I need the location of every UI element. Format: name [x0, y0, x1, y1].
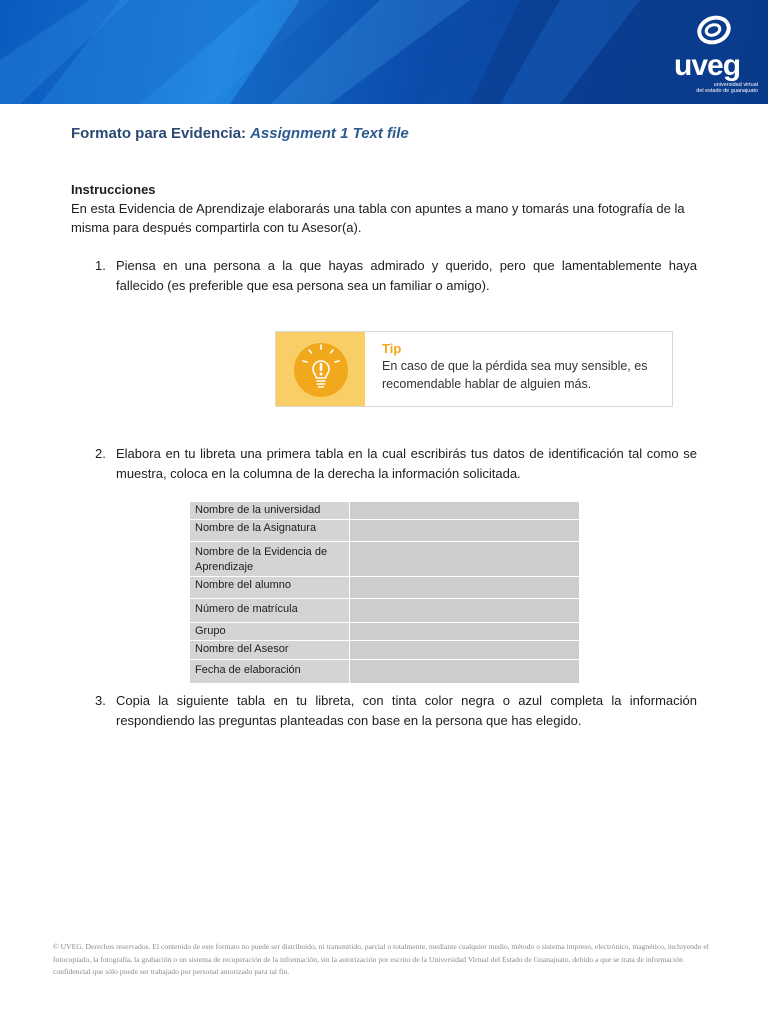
copyright-footer: © UVEG. Derechos reservados. El contenido de este formato no puede ser distribuido, ni transmitido, parcial o totalmente, mediante cualquier medio, método o sistema impreso, electrónico, magnético, incluyendo el fotocopiado, la fotografía, la grabación o un sistema de recuperación de la información, sin la autorización por escrito de la Universidad Virtual del Estado de Guanajuato, debido a que se trata de información confidencial que sólo puede ser trabajado por personal autorizado para tal fin. [53, 942, 709, 976]
page-title [71, 125, 409, 142]
row-label: Fecha de elaboración [190, 660, 350, 684]
row-value [350, 660, 580, 684]
row-label: Nombre de la Evidencia de Aprendizaje [190, 542, 350, 577]
row-value [350, 520, 580, 542]
logo-subline-2: del estado de guanajuato [696, 88, 758, 94]
list-item [95, 691, 697, 730]
title-prefix: Formato para Evidencia: [71, 125, 247, 142]
table-row [190, 577, 580, 599]
table-row [190, 542, 580, 577]
list-item [95, 256, 697, 295]
row-label: Número de matrícula [190, 599, 350, 623]
table-row [190, 520, 580, 542]
table-row [190, 623, 580, 641]
row-label: Nombre del alumno [190, 577, 350, 599]
row-value [350, 599, 580, 623]
lightbulb-exclamation-icon [293, 339, 349, 399]
tip-box [275, 331, 673, 407]
row-value [350, 502, 580, 520]
table-row [190, 502, 580, 520]
title-assignment-name: Assignment 1 Text file [250, 125, 409, 142]
row-label: Nombre de la Asignatura [190, 520, 350, 542]
row-value [350, 641, 580, 660]
item-number: 1. [95, 258, 106, 273]
logo-wordmark: uveg [674, 49, 741, 82]
item-number: 2. [95, 446, 106, 461]
tip-text: En caso de que la pérdida sea muy sensible, es recomendable hablar de alguien más. [382, 359, 648, 391]
identification-table [189, 501, 580, 684]
logo-subline-1: universidad virtual [713, 82, 758, 88]
row-label: Nombre de la universidad [190, 502, 350, 520]
table-row [190, 660, 580, 684]
uveg-swirl-logo-icon [696, 12, 732, 48]
banner-decoration [0, 0, 768, 104]
uveg-logo [670, 10, 756, 96]
item-text: Copia la siguiente tabla en tu libreta, con tinta color negra o azul completa la información respondiendo las preguntas planteadas con base en la persona que has elegido. [116, 693, 697, 728]
tip-icon-pane [276, 332, 365, 406]
row-value [350, 623, 580, 641]
table-row [190, 641, 580, 660]
row-label: Grupo [190, 623, 350, 641]
tip-title: Tip [382, 341, 402, 356]
header-banner [0, 0, 768, 104]
item-number: 3. [95, 693, 106, 708]
row-value [350, 542, 580, 577]
instructions-heading: Instrucciones [71, 182, 156, 197]
instructions-text: En esta Evidencia de Aprendizaje elaborarás una tabla con apuntes a mano y tomarás una fotografía de la misma para después compartirla con tu Asesor(a). [71, 201, 685, 235]
list-item [95, 444, 697, 483]
row-value [350, 577, 580, 599]
item-text: Elabora en tu libreta una primera tabla en la cual escribirás tus datos de identificación tal como se muestra, coloca en la columna de la derecha la información solicitada. [116, 446, 697, 481]
item-text: Piensa en una persona a la que hayas admirado y querido, pero que lamentablemente haya fallecido (es preferible que esa persona sea un familiar o amigo). [116, 258, 697, 293]
table-row [190, 599, 580, 623]
row-label: Nombre del Asesor [190, 641, 350, 660]
